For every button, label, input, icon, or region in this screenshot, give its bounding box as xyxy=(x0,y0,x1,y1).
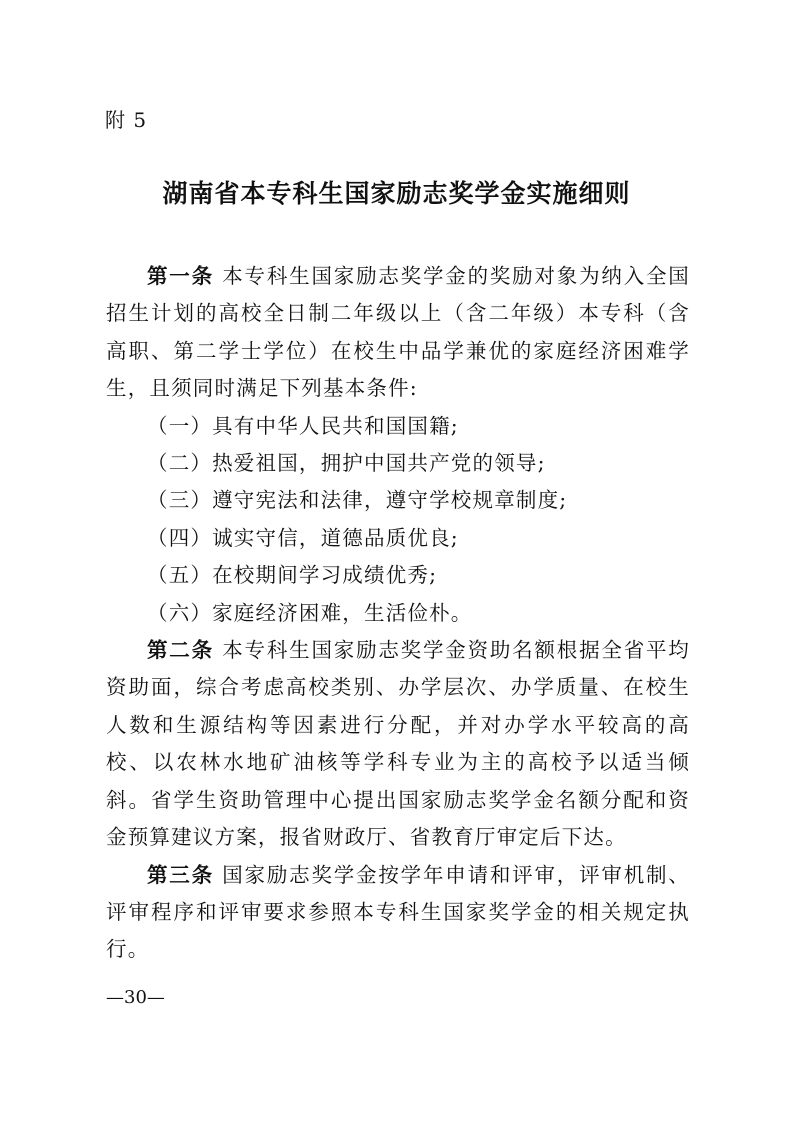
article-3-heading: 第三条 xyxy=(147,862,214,887)
article-1-heading: 第一条 xyxy=(147,264,214,288)
article-1 xyxy=(106,258,690,408)
article-1-item-4: （四）诚实守信，道德品质优良; xyxy=(147,525,459,550)
article-2-heading: 第二条 xyxy=(147,638,214,663)
article-2-text: 本专科生国家励志奖学金资助名额根据全省平均资助面，综合考虑高校类别、办学层次、办学质量、在校生人数和生源结构等因素进行分配，并对办学水平较高的高校、以农林水地矿油核等学科专业为主的高校予以适当倾斜。省学生资助管理中心提出国家励志奖学金名额分配和资金预算建议方案，报省财政厅、省教育厅审定后下达。 xyxy=(106,638,691,850)
document-title: 湖南省本专科生国家励志奖学金实施细则 xyxy=(162,179,631,208)
article-1-item-6: （六）家庭经济困难，生活俭朴。 xyxy=(147,600,473,625)
page-number: —30— xyxy=(106,987,165,1008)
article-1-item-2: （二）热爱祖国，拥护中国共产党的领导; xyxy=(147,451,546,476)
document-body xyxy=(106,258,690,969)
article-1-item-3: （三）遵守宪法和法律，遵守学校规章制度; xyxy=(147,488,568,513)
article-2 xyxy=(106,632,690,856)
article-3 xyxy=(106,857,690,969)
attachment-label: 附 5 xyxy=(105,108,148,132)
article-1-item-1: （一）具有中华人民共和国国籍; xyxy=(147,413,459,438)
article-3-text: 国家励志奖学金按学年申请和评审，评审机制、评审程序和评审要求参照本专科生国家奖学金的相关规定执行。 xyxy=(106,862,691,962)
article-1-text: 本专科生国家励志奖学金的奖励对象为纳入全国招生计划的高校全日制二年级以上（含二年级）本专科（含高职、第二学士学位）在校生中品学兼优的家庭经济困难学生，且须同时满足下列基本条件: xyxy=(106,264,691,401)
article-1-item-5: （五）在校期间学习成绩优秀; xyxy=(147,563,438,588)
